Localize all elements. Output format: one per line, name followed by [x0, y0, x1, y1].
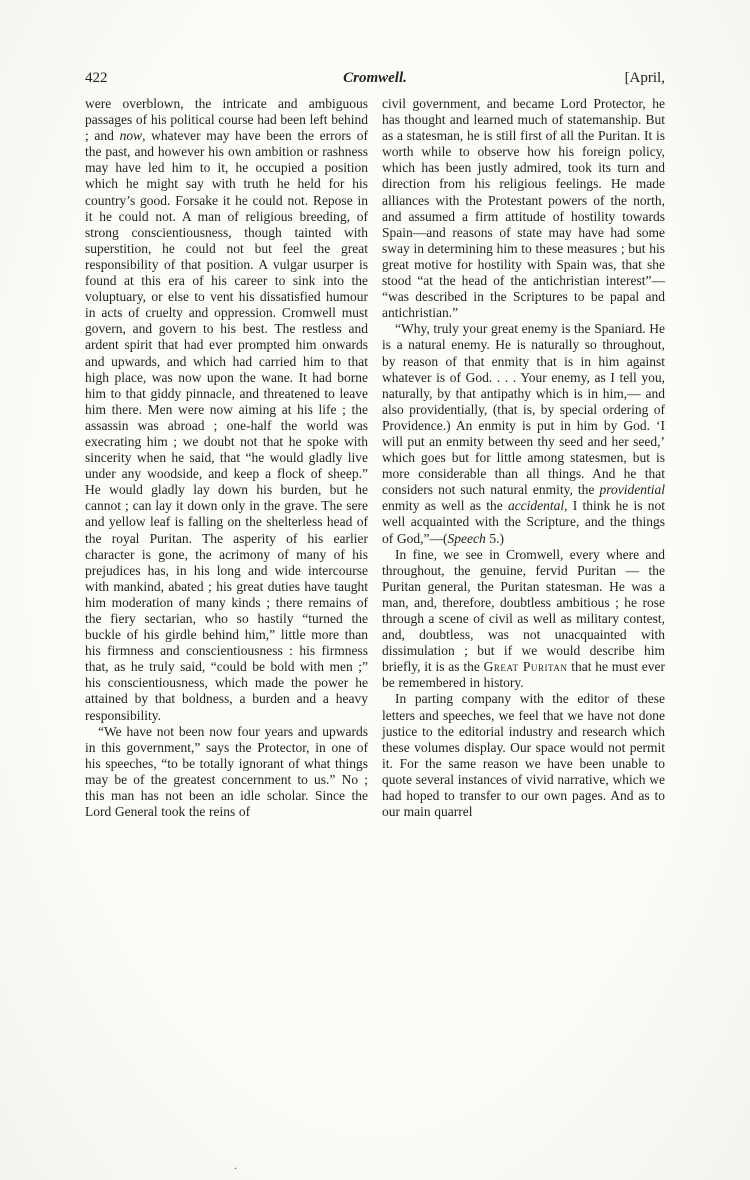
- issue-label: [April,: [624, 70, 665, 86]
- right-column: [382, 96, 665, 820]
- paragraph: were overblown, the intricate and ambiguous passages of his political course had been left behind ; and now, whatever may have been the errors of the past, and however his own ambition or rashness may have led him to it, he occupied a position which he might say with truth he held for his country’s good. Forsake it he could not. Repose in it he could not. A man of religious breeding, of strong conscientiousness, though tainted with superstition, he could not but feel the great responsibility of that position. A vulgar usurper is found at this era of his career to sink into the voluptuary, or else to vent his dissatisfied humour in acts of cruelty and oppression. Cromwell must govern, and govern to his best. The restless and ardent spirit that had ever prompted him onwards and upwards, and which had carried him to that high place, was now upon the wane. It had borne him to that giddy pinnacle, and threatened to leave him there. Men were now aiming at his life ; the assassin was abroad ; one-half the world was execrating him ; we doubt not that he spoke with sincerity when he said, that “he would gladly live under any woodside, and keep a flock of sheep.” He would gladly lay down his burden, but he cannot ; can lay it down only in the grave. The sere and yellow leaf is falling on the shelterless head of the royal Puritan. The asperity of his earlier character is gone, the acrimony of many of his prejudices has, in his long and wide intercourse with mankind, abated ; his great duties have taught him moderation of many kinds ; there remains of the fiery sectarian, who so hastily “turned the buckle of his girdle behind him,” little more than his firmness and conscientiousness : his firmness that, as he truly said, “could be bold with men ;” his conscientiousness, which made the power he attained by that boldness, a burden and a heavy responsibility.: [85, 96, 368, 723]
- left-column: [85, 96, 368, 820]
- paragraph: “Why, truly your great enemy is the Spaniard. He is a natural enemy. He is naturally so throughout, by reason of that enmity that is in him against whatever is of God. . . . Your enemy, as I tell you, naturally, by that antipathy which is in him,— and also providentially, (that is, by special ordering of Providence.) An enmity is put in him by God. ‘I will put an enmity between thy seed and her seed,’ which goes but for little among statesmen, but is more considerable than all things. And he that considers not such natural enmity, the providential enmity as well as the accidental, I think he is not well acquainted with the Scripture, and the things of God,”—(Speech 5.): [382, 321, 665, 546]
- paragraph: In parting company with the editor of these letters and speeches, we feel that we have not done justice to the editorial industry and research which these volumes display. Our space would not permit it. For the same reason we have been unable to quote several instances of vivid narrative, which we had hoped to transfer to our own pages. And as to our main quarrel: [382, 691, 665, 820]
- paragraph: “We have not been now four years and upwards in this government,” says the Protector, in one of his speeches, “to be totally ignorant of what things may be of the greatest concernment to us.” No ; this man has not been an idle scholar. Since the Lord General took the reins of: [85, 723, 368, 820]
- running-title: Cromwell.: [343, 70, 407, 86]
- page-header: [85, 70, 665, 87]
- text-columns: [85, 96, 665, 820]
- paragraph: civil government, and became Lord Protector, he has thought and learned much of statemanship. But as a statesman, he is still first of all the Puritan. It is worth while to observe how his foreign policy, which has been justly admired, took its turn and direction from his religious feelings. He made alliances with the Protestant powers of the north, and assumed a firm attitude of hostility towards Spain—and reasons of state may have had some sway in determining him to these measures ; but his great motive for hostility with Spain was, that she stood “at the head of the antichristian interest”— “was described in the Scriptures to be papal and antichristian.”: [382, 96, 665, 321]
- paragraph: In fine, we see in Cromwell, every where and throughout, the genuine, fervid Puritan — the Puritan general, the Puritan statesman. He was a man, and, therefore, doubtless ambitious ; he rose through a scene of civil as well as military contest, and, doubtless, was not unacquainted with dissimulation ; but if we would describe him briefly, it is as the Great Puritan that he must ever be remembered in history.: [382, 546, 665, 691]
- printers-mark: .: [234, 1158, 237, 1172]
- page-number: 422: [85, 70, 108, 86]
